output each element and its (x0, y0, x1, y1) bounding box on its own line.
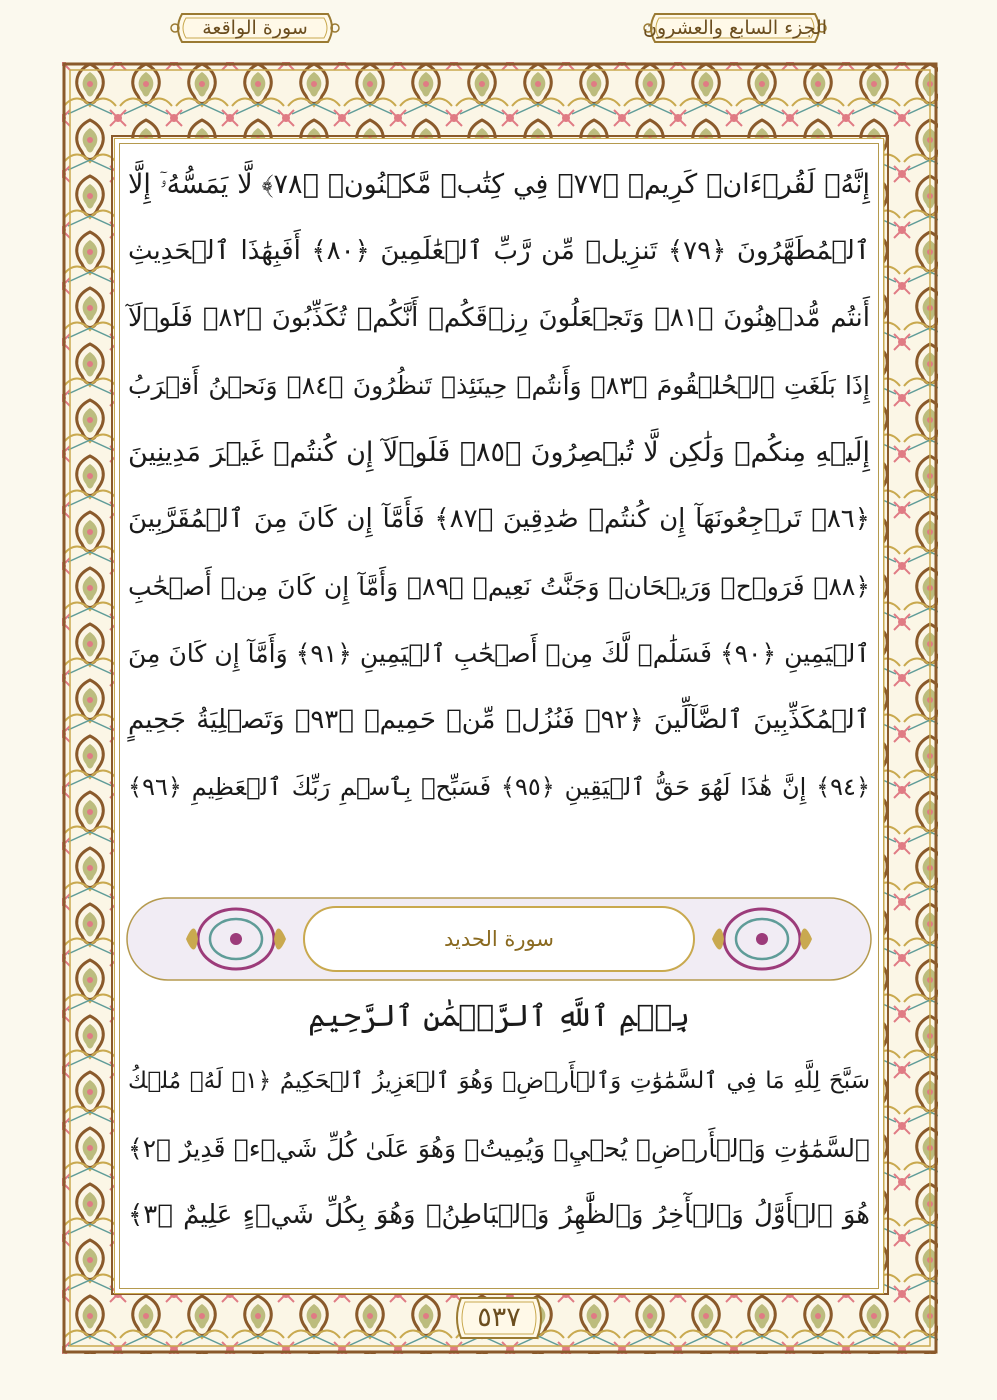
verse-line: ٱلۡيَمِينِ ﴿٩٠﴾ فَسَلَٰمٞ لَّكَ مِنۡ أَصۡحَٰبِ ٱلۡيَمِينِ ﴿٩١﴾ وَأَمَّآ إِن كَانَ مِنَ (128, 639, 870, 668)
verse-line: ﴿٨٨﴾ فَرَوۡحٞ وَرَيۡحَانٞ وَجَنَّتُ نَعِيمٖ ﴿٨٩﴾ وَأَمَّآ إِن كَانَ مِنۡ أَصۡحَٰبِ (128, 572, 871, 601)
verse-line: ٱلسَّمَٰوَٰتِ وَٱلۡأَرۡضِۖ يُحۡيِۦ وَيُمِيتُۖ وَهُوَ عَلَىٰ كُلِّ شَيۡءٖ قَدِيرٌ ﴿٢﴾ (128, 1134, 870, 1163)
basmala: بِسۡمِ ٱللَّهِ ٱلرَّحۡمَٰنِ ٱلرَّحِيمِ (308, 999, 690, 1034)
verse-line: ٱلۡمُطَهَّرُونَ ﴿٧٩﴾ تَنزِيلٞ مِّن رَّبِّ ٱلۡعَٰلَمِينَ ﴿٨٠﴾ أَفَبِهَٰذَا ٱلۡحَدِيثِ (128, 236, 871, 266)
verse-line: ﴿٨٦﴾ تَرۡجِعُونَهَآ إِن كُنتُمۡ صَٰدِقِينَ ﴿٨٧﴾ فَأَمَّآ إِن كَانَ مِنَ ٱلۡمُقَرَّبِينَ (128, 504, 870, 534)
verses-block-waqiah (120, 151, 878, 821)
verse-line: إِذَا بَلَغَتِ ٱلۡحُلۡقُومَ ﴿٨٣﴾ وَأَنتُمۡ حِينَئِذٖ تَنظُرُونَ ﴿٨٤﴾ وَنَحۡنُ أَقۡرَبُ (128, 371, 870, 400)
verse-line: إِلَيۡهِ مِنكُمۡ وَلَٰكِن لَّا تُبۡصِرُونَ ﴿٨٥﴾ فَلَوۡلَآ إِن كُنتُمۡ غَيۡرَ مَدِينِينَ (128, 437, 870, 468)
verse-line: ﴿٩٤﴾ إِنَّ هَٰذَا لَهُوَ حَقُّ ٱلۡيَقِينِ ﴿٩٥﴾ فَسَبِّحۡ بِٱسۡمِ رَبِّكَ ٱلۡعَظِيمِ ﴿٩٦﴾ (128, 773, 870, 801)
page-number: ٥٣٧ (477, 1302, 521, 1333)
verse-line: أَنتُم مُّدۡهِنُونَ ﴿٨١﴾ وَتَجۡعَلُونَ رِزۡقَكُمۡ أَنَّكُمۡ تُكَذِّبُونَ ﴿٨٢﴾ فَلَوۡلَآ (128, 303, 871, 333)
juz-header-frame (641, 8, 829, 48)
surah-title-banner (126, 897, 872, 981)
verses-block-hadid (120, 1048, 878, 1249)
verse-line: ٱلۡمُكَذِّبِينَ ٱلضَّآلِّينَ ﴿٩٢﴾ فَنُزُلٞ مِّنۡ حَمِيمٖ ﴿٩٣﴾ وَتَصۡلِيَةُ جَحِيمٍ (128, 705, 870, 735)
header-surah-name: سورة الواقعة (202, 17, 308, 39)
verse-line: إِنَّهُۥ لَقُرۡءَانٞ كَرِيمٞ ﴿٧٧﴾ فِي كِتَٰبٖ مَّكۡنُونٖ ﴿٧٨﴾ لَّا يَمَسُّهُۥٓ إِلَّا (128, 169, 870, 200)
surah-title: سورة الحديد (444, 927, 554, 951)
header-juz-name: الجزء السابع والعشرون (642, 17, 827, 39)
verse-line: هُوَ ٱلۡأَوَّلُ وَٱلۡأٓخِرُ وَٱلظَّٰهِرُ وَٱلۡبَاطِنُۖ وَهُوَ بِكُلِّ شَيۡءٍ عَلِيمٌ ﴿٣﴾ (128, 1200, 870, 1230)
page-number-frame (451, 1294, 547, 1342)
text-panel (119, 143, 879, 1289)
verse-line: سَبَّحَ لِلَّهِ مَا فِي ٱلسَّمَٰوَٰتِ وَٱلۡأَرۡضِۖ وَهُوَ ٱلۡعَزِيزُ ٱلۡحَكِيمُ ﴿١﴾ لَهُۥ مُلۡكُ (128, 1068, 870, 1094)
surah-header-frame (168, 8, 342, 48)
